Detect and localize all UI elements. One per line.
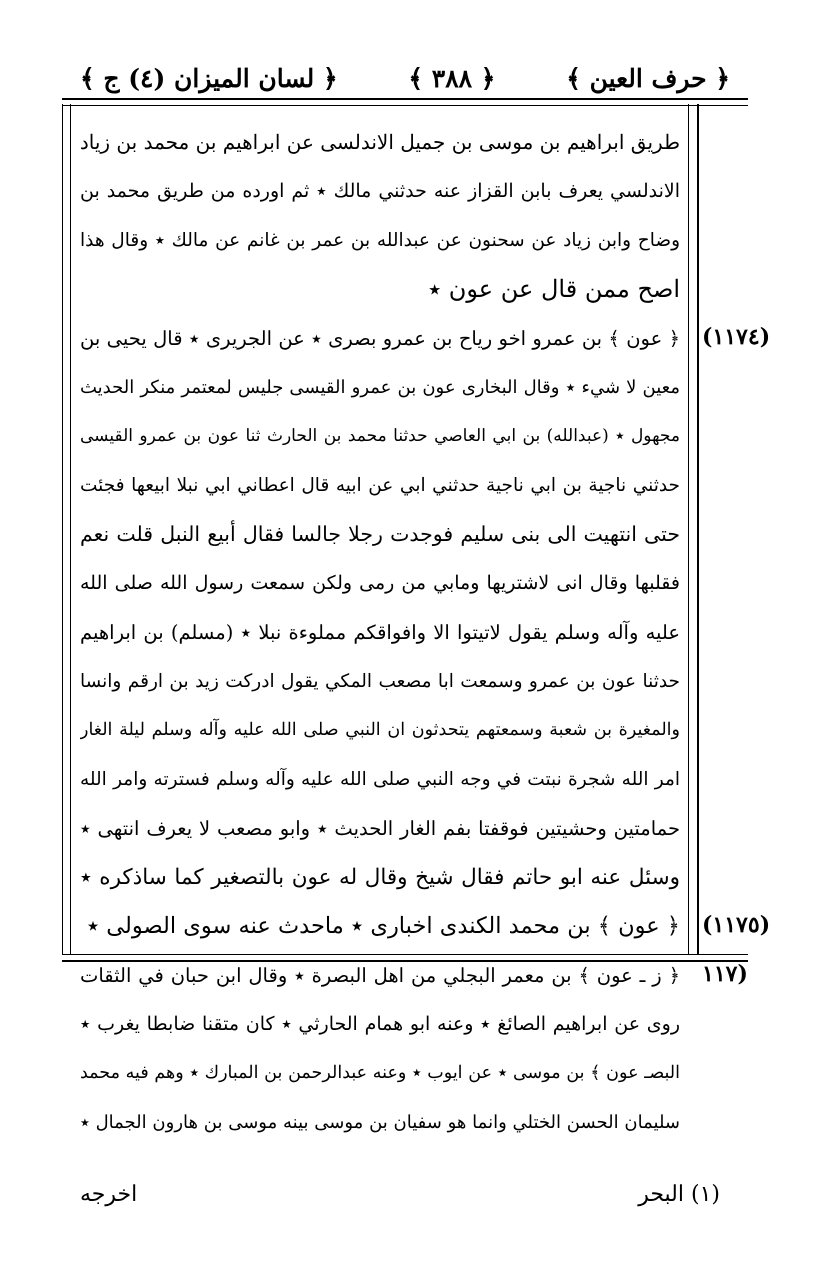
text-line: مجهول ٭ (عبدالله) بن ابي العاصي حدثنا محمد بن الحارث ثنا عون بن عمرو القيسى	[80, 426, 680, 446]
text-line: ﴿ عون ﴾ بن محمد الكندى اخبارى ٭ ماحدث عنه سوى الصولى ٭	[86, 913, 680, 939]
text-line: حمامتين وحشيتين فوقفتا بفم الغار الحديث ٭ وابو مصعب لا يعرف انتهى ٭	[80, 817, 680, 840]
footer-rule	[62, 954, 748, 962]
text-line: فقلبها وقال انى لاشتريها ومابي من رمى ولكن سمعت رسول الله صلى الله	[80, 572, 680, 594]
text-line: سليمان الحسن الختلي وانما هو سفيان بن موسى بينه موسى بن هارون الجمال ٭	[80, 1112, 680, 1133]
text-line: الاندلسي يعرف بابن القزاز عنه حدثني مالك ٭ ثم اورده من طريق محمد بن	[80, 180, 680, 202]
text-line: امر الله شجرة نبتت في وجه النبي صلى الله عليه وآله وسلم فسترته وامر الله	[80, 769, 680, 790]
text-line: حدثنا عون بن عمرو وسمعت ابا مصعب المكي يقول ادركت زيد بن ارقم وانسا	[80, 671, 680, 692]
header-chapter-title: ﴿ حرف العين ﴾	[566, 63, 730, 93]
page-header	[80, 58, 730, 98]
text-line: وسئل عنه ابو حاتم فقال شيخ وقال له عون بالتصغير كما ساذكره ٭	[80, 865, 680, 890]
text-line: ﴿ ز ـ عون ﴾ بن معمر البجلي من اهل البصرة ٭ وقال ابن حبان في الثقات	[80, 964, 680, 987]
text-line: البصـ عون ﴾ بن موسى ٭ عن ايوب ٭ وعنه عبدالرحمن بن المبارك ٭ وهم فيه محمد	[80, 1063, 680, 1083]
header-book-title: ﴿ لسان الميزان (٤) ج ﴾	[80, 63, 338, 93]
text-line: طريق ابراهيم بن موسى بن جميل الاندلسى عن ابراهيم بن محمد بن زياد	[80, 130, 680, 154]
text-line: والمغيرة بن شعبة وسمعتهم يتحدثون ان النبي صلى الله عليه وآله وسلم ليلة الغار	[80, 720, 680, 740]
text-line: ﴿ عون ﴾ بن عمرو اخو رياح بن عمرو بصرى ٭ عن الجريرى ٭ قال يحيى بن	[80, 327, 680, 350]
entry-number: (١١٧٤)	[702, 324, 771, 350]
footnote-marker: (١) البحر	[638, 1182, 720, 1207]
entry-number: (١١٧٥)	[702, 912, 771, 938]
text-line: حتى انتهيت الى بنى سليم فوجدت رجلا جالسا فقال أبيع النبل قلت نعم	[80, 522, 680, 546]
main-text-block	[80, 118, 680, 1147]
text-line: عليه وآله وسلم يقول لاتيتوا الا وافواقكم مملوءة نبلا ٭ (مسلم) بن ابراهيم	[80, 621, 680, 644]
text-line: روى عن ابراهيم الصائغ ٭ وعنه ابو همام الحارثي ٭ كان متقنا ضابطا يغرب ٭	[80, 1013, 680, 1035]
entry-number: (١١٧	[702, 961, 748, 987]
footnote-area	[80, 1182, 720, 1207]
text-line: وضاح وابن زياد عن سحنون عن عبدالله بن عمر بن غانم عن مالك ٭ وقال هذا	[80, 230, 680, 251]
text-line: اصح ممن قال عن عون ٭	[428, 275, 680, 303]
header-page-number: ﴿ ٣٨٨ ﴾	[408, 63, 496, 93]
frame-inner-left-rule	[70, 104, 71, 954]
text-line: حدثني ناجية بن ابي ناجية حدثني ابي عن ابيه قال اعطاني ابي نبلا ابيعها فجئت	[80, 475, 680, 496]
text-line: معين لا شيء ٭ وقال البخارى عون بن عمرو القيسى جليس لمعتمر منكر الحديث	[80, 377, 680, 398]
footnote-catchword: اخرجه	[80, 1182, 138, 1207]
frame-inner-right-rule	[688, 104, 689, 954]
